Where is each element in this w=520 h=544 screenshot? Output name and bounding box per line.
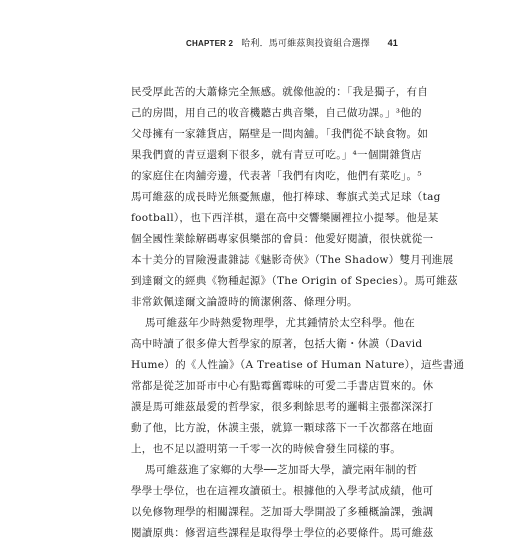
text-line: 動了他，比方說，休謨主張，就算一顆球落下一千次都落在地面 [131, 422, 434, 434]
text-line: 馬可維茲的成長時光無憂無慮，他打棒球、奪旗式美式足球（tag [131, 191, 441, 203]
text-line: 謨是馬可維茲最愛的哲學家，很多剩餘思考的邏輯主張都深深打 [131, 401, 434, 413]
text-line: 果我們賣的青豆還剩下很多，就有青豆可吃。」⁴一個開雜貨店 [131, 149, 422, 161]
text-line: 高中時讀了很多偉大哲學家的原著，包括大衛・休謨（David [131, 338, 423, 350]
text-line: 非常欽佩達爾文論證時的簡潔俐落、條理分明。 [131, 296, 358, 308]
text-line: football），也下西洋棋，還在高中交響樂團裡拉小提琴。他是某 [131, 212, 439, 224]
text-line: 民受厚此苦的大蕭條完全無感。就像他說的：「我是獨子，有自 [131, 86, 429, 98]
text-line: 學學士學位，也在這裡攻讀碩士。根據他的入學考試成績，他可 [131, 485, 434, 497]
text-line: 個全國性業餘解碼專家俱樂部的會員：他愛好閱讀，很快就從一 [131, 233, 434, 245]
body-text [131, 82, 465, 544]
text-line: 己的房間，用自己的收音機聽古典音樂，自己做功課。」³他的 [131, 107, 422, 119]
text-line: 以免修物理學的相關課程。芝加哥大學開設了多種概論課，強調 [131, 506, 434, 518]
text-line: 的家庭住在肉舖旁邊，代表著「我們有肉吃，他們有菜吃」。⁵ [131, 170, 422, 182]
text-line: Hume）的《人性論》（A Treatise of Human Nature），這些書通 [131, 359, 465, 371]
chapter-title: 哈利．馬可維茲與投資組合選擇 [241, 39, 370, 49]
text-line: 上，也不足以證明第一千零一次的時候會發生同樣的事。 [131, 443, 401, 455]
text-line: 父母擁有一家雜貨店，隔壁是一間肉舖。「我們從不缺食物。如 [131, 128, 429, 140]
text-line: 到達爾文的經典《物種起源》（The Origin of Species）。馬可維茲 [131, 275, 458, 287]
text-line: 閱讀原典：修習這些課程是取得學士學位的必要條件。馬可維茲 [131, 527, 434, 539]
text-line: 常都是從芝加哥市中心有點霉舊霉味的可愛二手書店買來的。休 [131, 380, 434, 392]
text-line: 本十美分的冒險漫畫雜誌《魅影奇俠》（The Shadow）雙月刊進展 [131, 254, 454, 266]
text-line: 馬可維茲進了家鄉的大學──芝加哥大學，讀完兩年制的哲 [145, 464, 418, 476]
text-line: 馬可維茲年少時熱愛物理學，尤其鍾情於太空科學。他在 [145, 317, 415, 329]
running-header [186, 36, 398, 49]
page-number: 41 [387, 38, 398, 48]
chapter-label: CHAPTER 2 [186, 39, 234, 48]
